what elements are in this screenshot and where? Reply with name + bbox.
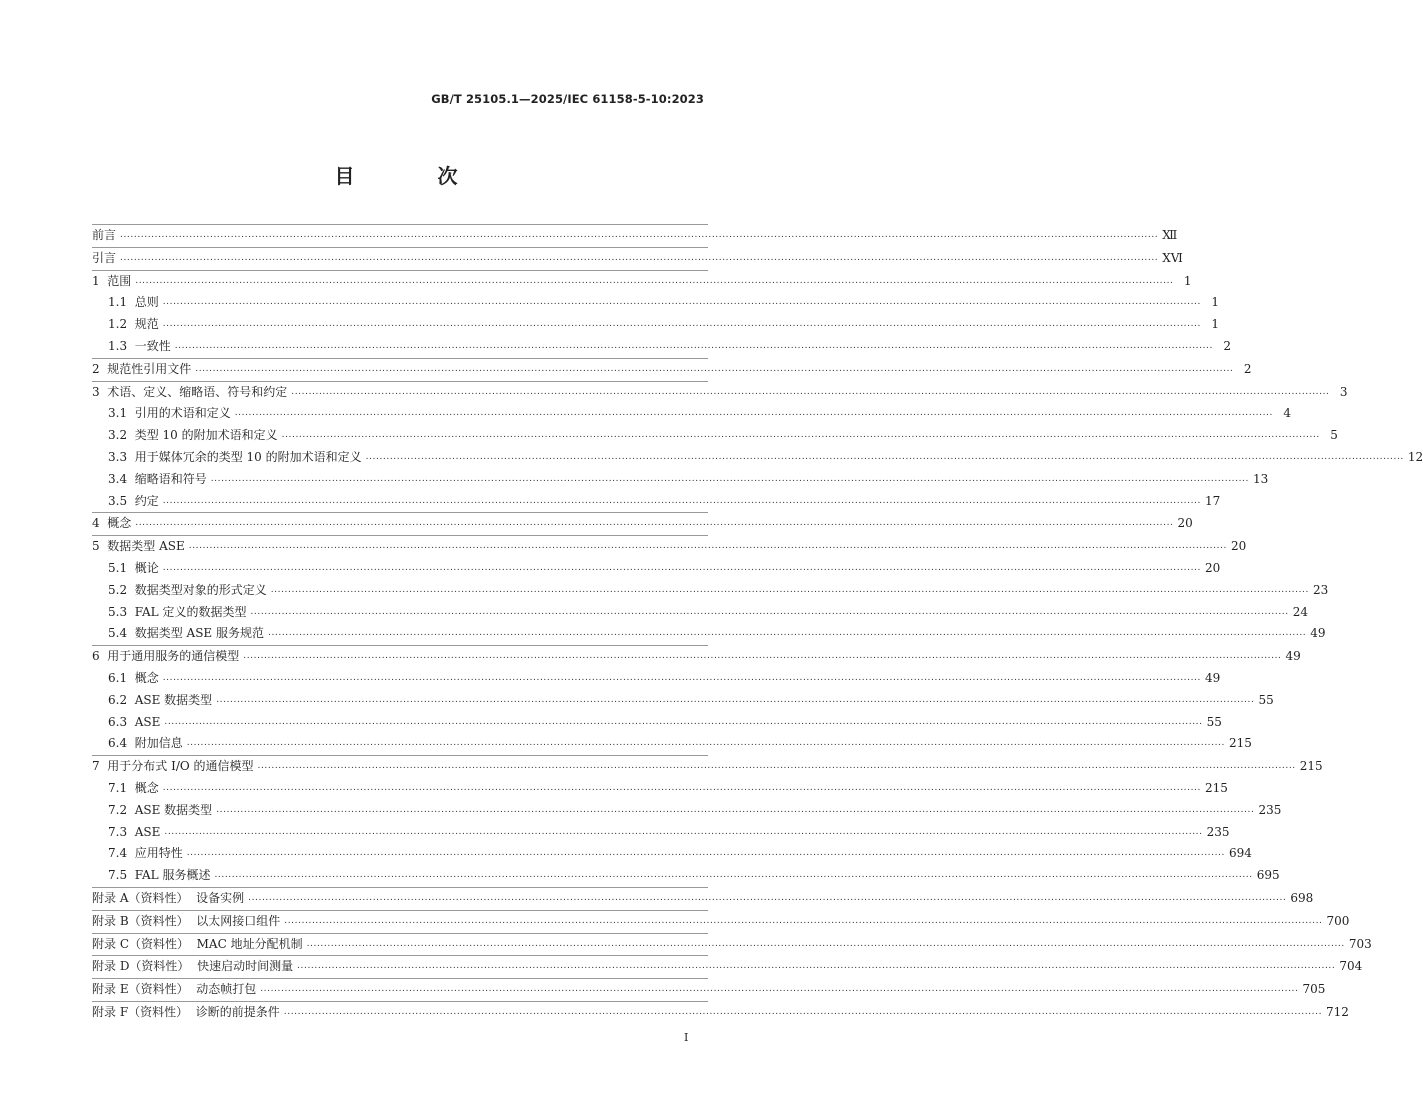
toc-entry-label: 5.1 概论 bbox=[108, 560, 159, 575]
toc-entry-label: 7.2 ASE 数据类型 bbox=[108, 802, 213, 817]
toc-leader-dots: ............................................................................................................................................................................................................................................................................................................ bbox=[365, 451, 1404, 462]
toc-entry[interactable] bbox=[92, 447, 1423, 469]
toc-entry[interactable] bbox=[92, 336, 1231, 358]
toc-entry-label: 7.1 概念 bbox=[108, 780, 159, 795]
toc-entry-label: 附录 C（资料性） MAC 地址分配机制 bbox=[92, 936, 303, 951]
toc-leader-dots: ............................................................................................................................................................................................................................................................................................................ bbox=[188, 541, 1227, 552]
toc-entry-page: ⅩⅥ bbox=[1162, 250, 1183, 265]
toc-entry[interactable] bbox=[92, 270, 1192, 293]
toc-entry[interactable] bbox=[92, 800, 1282, 822]
toc-entry-page: 1 bbox=[1183, 273, 1192, 288]
toc-entry-label: 7.5 FAL 服务概述 bbox=[108, 868, 211, 883]
toc-entry-page: 235 bbox=[1206, 824, 1230, 839]
toc-entry-page: 55 bbox=[1258, 692, 1274, 707]
toc-entry-page: 5 bbox=[1330, 428, 1338, 443]
toc-entry-page: 20 bbox=[1204, 560, 1221, 575]
toc-entry-label: 5 数据类型 ASE bbox=[92, 539, 185, 554]
toc-entry[interactable] bbox=[92, 978, 1326, 1001]
toc-entry-label: 5.4 数据类型 ASE 服务规范 bbox=[108, 626, 264, 641]
toc-entry[interactable] bbox=[92, 292, 1219, 314]
toc-leader-dots: ............................................................................................................................................................................................................................................................................................................ bbox=[186, 738, 1225, 749]
toc-leader-dots: ............................................................................................................................................................................................................................................................................................................ bbox=[268, 628, 1307, 639]
toc-leader-dots: ............................................................................................................................................................................................................................................................................................................ bbox=[195, 363, 1234, 374]
page-number: I bbox=[684, 1031, 689, 1044]
toc-entry-label: 6.3 ASE bbox=[108, 714, 161, 729]
toc-leader-dots: ............................................................................................................................................................................................................................................................................................................ bbox=[210, 473, 1249, 484]
toc-entry[interactable] bbox=[92, 690, 1274, 712]
toc-entry[interactable] bbox=[92, 645, 1301, 668]
toc-entry-page: 704 bbox=[1339, 959, 1363, 974]
toc-entry-label: 6 用于通用服务的通信模型 bbox=[92, 649, 240, 664]
toc-entry-label: 6.4 附加信息 bbox=[108, 736, 183, 751]
toc-entry[interactable] bbox=[92, 491, 1221, 513]
toc-entry-page: 695 bbox=[1256, 868, 1280, 883]
toc-entry-page: 49 bbox=[1310, 626, 1326, 641]
toc-leader-dots: ............................................................................................................................................................................................................................................................................................................ bbox=[214, 870, 1253, 881]
toc-entry[interactable] bbox=[92, 381, 1348, 404]
toc-entry[interactable] bbox=[92, 314, 1219, 336]
toc-entry[interactable] bbox=[92, 955, 1363, 978]
toc-entry[interactable] bbox=[92, 843, 1252, 865]
toc-entry-page: 49 bbox=[1204, 670, 1221, 685]
toc-entry-page: 235 bbox=[1258, 802, 1282, 817]
toc-entry-label: 3.4 缩略语和符号 bbox=[108, 471, 207, 486]
toc-leader-dots: ............................................................................................................................................................................................................................................................................................................ bbox=[216, 694, 1255, 705]
toc-entry-label: 4 概念 bbox=[92, 516, 132, 531]
toc-entry-page: 703 bbox=[1348, 936, 1372, 951]
toc-entry-page: 700 bbox=[1326, 913, 1350, 928]
toc-leader-dots: ............................................................................................................................................................................................................................................................................................................ bbox=[162, 319, 1201, 330]
toc-entry[interactable] bbox=[92, 933, 1372, 956]
toc-entry-label: 7 用于分布式 I/O 的通信模型 bbox=[92, 759, 254, 774]
toc-leader-dots: ............................................................................................................................................................................................................................................................................................................ bbox=[162, 782, 1201, 793]
toc-entry-label: 7.4 应用特性 bbox=[108, 846, 183, 861]
toc-entry-page: 4 bbox=[1283, 406, 1291, 421]
toc-entry[interactable] bbox=[92, 535, 1247, 558]
toc-entry[interactable] bbox=[92, 602, 1308, 624]
toc-entry-page: 23 bbox=[1312, 582, 1329, 597]
toc-leader-dots: ............................................................................................................................................................................................................................................................................................................ bbox=[120, 230, 1159, 240]
toc-entry-page: 49 bbox=[1285, 649, 1301, 664]
toc-entry[interactable] bbox=[92, 247, 1183, 270]
toc-entry-label: 3.3 用于媒体冗余的类型 10 的附加术语和定义 bbox=[108, 449, 362, 464]
toc-entry[interactable] bbox=[92, 224, 1178, 247]
toc-entry-page: 17 bbox=[1204, 493, 1221, 508]
toc-leader-dots: ............................................................................................................................................................................................................................................................................................................ bbox=[162, 672, 1201, 683]
toc-leader-dots: ............................................................................................................................................................................................................................................................................................................ bbox=[260, 984, 1299, 995]
toc-entry-label: 附录 F（资料性） 诊断的前提条件 bbox=[92, 1004, 280, 1019]
toc-entry[interactable] bbox=[92, 910, 1350, 933]
toc-leader-dots: ............................................................................................................................................................................................................................................................................................................ bbox=[243, 651, 1282, 662]
toc-entry-label: 附录 E（资料性） 动态帧打包 bbox=[92, 982, 257, 997]
toc-leader-dots: ............................................................................................................................................................................................................................................................................................................ bbox=[248, 892, 1287, 903]
toc-entry[interactable] bbox=[92, 778, 1228, 800]
toc-entry-page: 215 bbox=[1299, 759, 1323, 774]
toc-leader-dots: ............................................................................................................................................................................................................................................................................................................ bbox=[250, 606, 1289, 617]
toc-entry-label: 1.2 规范 bbox=[108, 317, 159, 332]
toc-entry-page: Ⅻ bbox=[1162, 228, 1178, 242]
toc-entry-label: 前言 bbox=[92, 228, 117, 242]
toc-entry-label: 1.3 一致性 bbox=[108, 338, 171, 353]
toc-leader-dots: ............................................................................................................................................................................................................................................................................................................ bbox=[306, 938, 1345, 949]
page-title: 目 次 bbox=[334, 164, 496, 188]
toc-entry-label: 6.2 ASE 数据类型 bbox=[108, 692, 213, 707]
toc-entry-label: 引言 bbox=[92, 250, 117, 265]
toc-entry[interactable] bbox=[92, 358, 1252, 381]
toc-entry-page: 1 bbox=[1211, 295, 1219, 310]
toc-leader-dots: ............................................................................................................................................................................................................................................................................................................ bbox=[284, 915, 1323, 926]
toc-entry-label: 3 术语、定义、缩略语、符号和约定 bbox=[92, 384, 288, 399]
toc-entry-page: 20 bbox=[1230, 539, 1247, 554]
toc-leader-dots: ............................................................................................................................................................................................................................................................................................................ bbox=[120, 252, 1159, 263]
toc-leader-dots: ............................................................................................................................................................................................................................................................................................................ bbox=[162, 495, 1201, 506]
toc-entry-label: 3.5 约定 bbox=[108, 493, 159, 508]
toc-entry-page: 3 bbox=[1339, 384, 1348, 399]
toc-entry-label: 1.1 总则 bbox=[108, 295, 159, 310]
toc-entry[interactable] bbox=[92, 865, 1280, 887]
toc-entry-label: 附录 D（资料性） 快速启动时间测量 bbox=[92, 959, 294, 974]
toc-entry-page: 2 bbox=[1243, 361, 1252, 376]
toc-entry-label: 附录 A（资料性） 设备实例 bbox=[92, 890, 245, 905]
toc-entry-page: 712 bbox=[1326, 1004, 1349, 1019]
toc-entry[interactable] bbox=[92, 712, 1222, 734]
toc-entry-page: 698 bbox=[1290, 890, 1314, 905]
toc-entry-label: 5.3 FAL 定义的数据类型 bbox=[108, 604, 247, 619]
toc-leader-dots: ............................................................................................................................................................................................................................................................................................................ bbox=[135, 518, 1174, 529]
toc-leader-dots: ............................................................................................................................................................................................................................................................................................................ bbox=[291, 386, 1330, 397]
toc-entry-label: 1 范围 bbox=[92, 273, 132, 288]
toc-entry[interactable] bbox=[92, 512, 1193, 535]
toc-entry-page: 55 bbox=[1206, 714, 1222, 729]
document-header: GB/T 25105.1—2025/IEC 61158-5-10:2023 bbox=[431, 92, 704, 106]
toc-entry[interactable] bbox=[92, 403, 1291, 425]
toc-entry-page: 1 bbox=[1211, 317, 1219, 332]
toc-entry[interactable] bbox=[92, 469, 1269, 491]
toc-entry[interactable] bbox=[92, 623, 1326, 645]
toc-entry-page: 12 bbox=[1407, 449, 1423, 464]
toc-entry[interactable] bbox=[92, 580, 1329, 602]
toc-entry-label: 2 规范性引用文件 bbox=[92, 361, 192, 376]
toc-entry[interactable] bbox=[92, 822, 1230, 844]
toc-entry[interactable] bbox=[92, 668, 1221, 690]
toc-entry-page: 13 bbox=[1252, 471, 1269, 486]
toc-entry[interactable] bbox=[92, 1001, 1349, 1024]
toc-entry-page: 215 bbox=[1204, 780, 1228, 795]
toc-entry[interactable] bbox=[92, 755, 1323, 778]
toc-entry-label: 附录 B（资料性） 以太网接口组件 bbox=[92, 913, 281, 928]
toc-leader-dots: ............................................................................................................................................................................................................................................................................................................ bbox=[162, 562, 1201, 573]
toc-entry-label: 3.2 类型 10 的附加术语和定义 bbox=[108, 428, 278, 443]
toc-leader-dots: ............................................................................................................................................................................................................................................................................................................ bbox=[281, 430, 1320, 441]
toc-entry-page: 694 bbox=[1228, 846, 1252, 861]
toc-leader-dots: ............................................................................................................................................................................................................................................................................................................ bbox=[283, 1006, 1323, 1017]
toc-leader-dots: ............................................................................................................................................................................................................................................................................................................ bbox=[270, 584, 1309, 595]
toc-leader-dots: ............................................................................................................................................................................................................................................................................................................ bbox=[234, 408, 1273, 419]
toc-entry-page: 705 bbox=[1302, 982, 1326, 997]
toc-entry[interactable] bbox=[92, 425, 1338, 447]
toc-entry[interactable] bbox=[92, 887, 1314, 910]
toc-entry[interactable] bbox=[92, 733, 1252, 755]
toc-entry[interactable] bbox=[92, 558, 1221, 580]
toc-entry-page: 24 bbox=[1292, 604, 1308, 619]
toc-leader-dots: ............................................................................................................................................................................................................................................................................................................ bbox=[164, 826, 1203, 837]
table-of-contents bbox=[92, 224, 1423, 1024]
toc-entry-page: 20 bbox=[1177, 516, 1193, 531]
toc-entry-label: 5.2 数据类型对象的形式定义 bbox=[108, 582, 267, 597]
toc-entry-label: 3.1 引用的术语和定义 bbox=[108, 406, 231, 421]
toc-entry-page: 2 bbox=[1223, 338, 1231, 353]
toc-leader-dots: ............................................................................................................................................................................................................................................................................................................ bbox=[257, 761, 1296, 772]
toc-entry-label: 6.1 概念 bbox=[108, 670, 159, 685]
toc-leader-dots: ............................................................................................................................................................................................................................................................................................................ bbox=[174, 340, 1213, 351]
toc-entry-page: 215 bbox=[1228, 736, 1252, 751]
toc-leader-dots: ............................................................................................................................................................................................................................................................................................................ bbox=[164, 716, 1203, 727]
toc-leader-dots: ............................................................................................................................................................................................................................................................................................................ bbox=[135, 275, 1174, 286]
toc-leader-dots: ............................................................................................................................................................................................................................................................................................................ bbox=[162, 297, 1201, 308]
toc-entry-label: 7.3 ASE bbox=[108, 824, 161, 839]
toc-leader-dots: ............................................................................................................................................................................................................................................................................................................ bbox=[186, 848, 1225, 859]
toc-leader-dots: ............................................................................................................................................................................................................................................................................................................ bbox=[297, 961, 1336, 972]
toc-leader-dots: ............................................................................................................................................................................................................................................................................................................ bbox=[216, 804, 1255, 815]
